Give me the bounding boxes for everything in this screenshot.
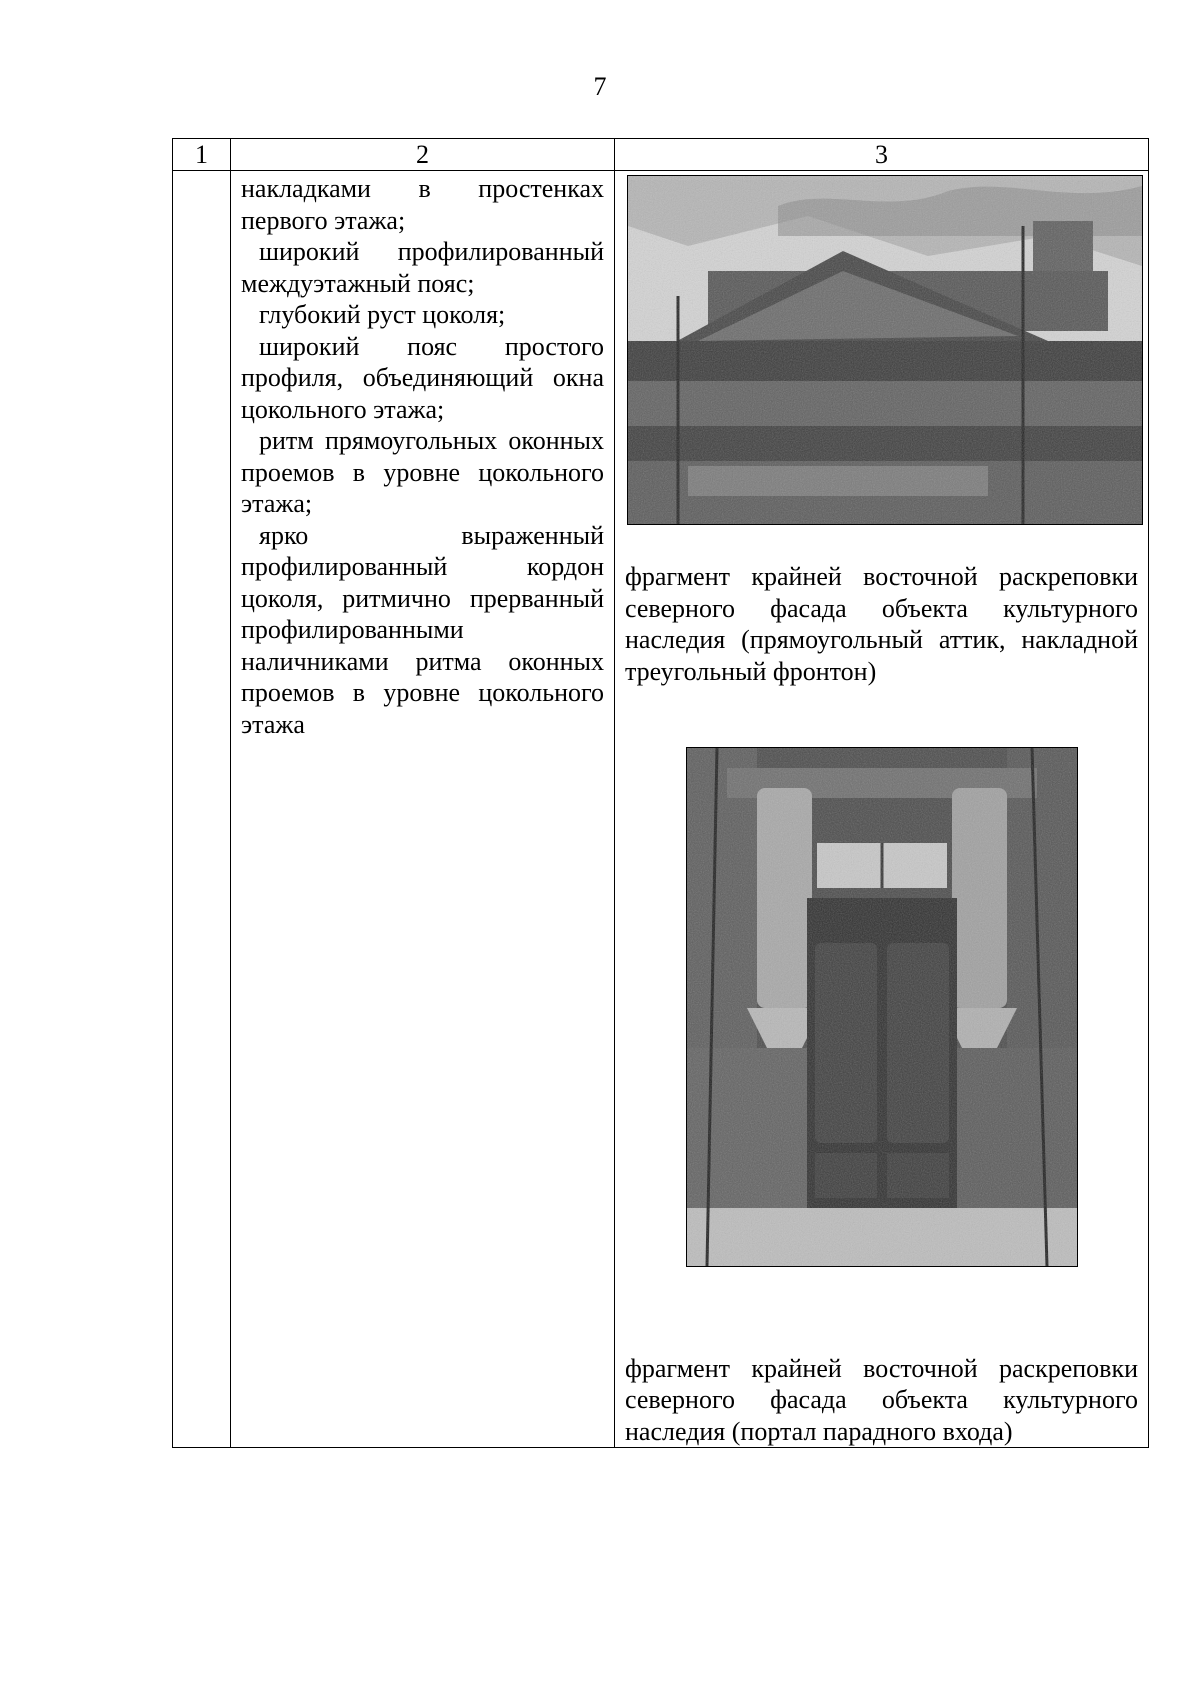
table-header-row [173,139,1149,171]
cell-column-3 [615,171,1149,1448]
document-table [172,138,1149,1448]
feature-item: широкий пояс простого профиля, объединяющий окна цокольного этажа; [241,331,604,424]
photo-caption: фрагмент крайней восточной раскреповки северного фасада объекта культурного наследия (портал парадного входа) [625,1353,1138,1446]
header-cell-3: 3 [615,139,1149,171]
photo-attic-pediment [627,175,1143,525]
cell-column-2 [231,171,615,1448]
feature-item: глубокий руст цоколя; [259,300,506,329]
feature-item: ярко выраженный профилированный кордон цоколя, ритмично прерванный профилированными наличниками ритма оконных проемов в уровне цокольного этажа [241,520,604,739]
feature-item: ритм прямоугольных оконных проемов в уровне цокольного этажа; [241,426,604,518]
table-row [173,171,1149,1448]
photo-caption: фрагмент крайней восточной раскреповки северного фасада объекта культурного наследия (прямоугольный аттик, накладной треугольный фронтон) [625,562,1138,686]
page-number: 7 [593,72,607,101]
photo-entrance-portal [686,747,1078,1267]
header-cell-2: 2 [231,139,615,171]
building-pediment-image [628,176,1142,524]
header-cell-1: 1 [173,139,231,171]
feature-item: широкий профилированный междуэтажный пояс; [241,237,604,298]
feature-item: накладками в простенках первого этажа; [241,174,604,235]
feature-list [231,171,614,740]
cell-column-1 [173,171,231,1448]
entrance-portal-image [687,748,1077,1266]
